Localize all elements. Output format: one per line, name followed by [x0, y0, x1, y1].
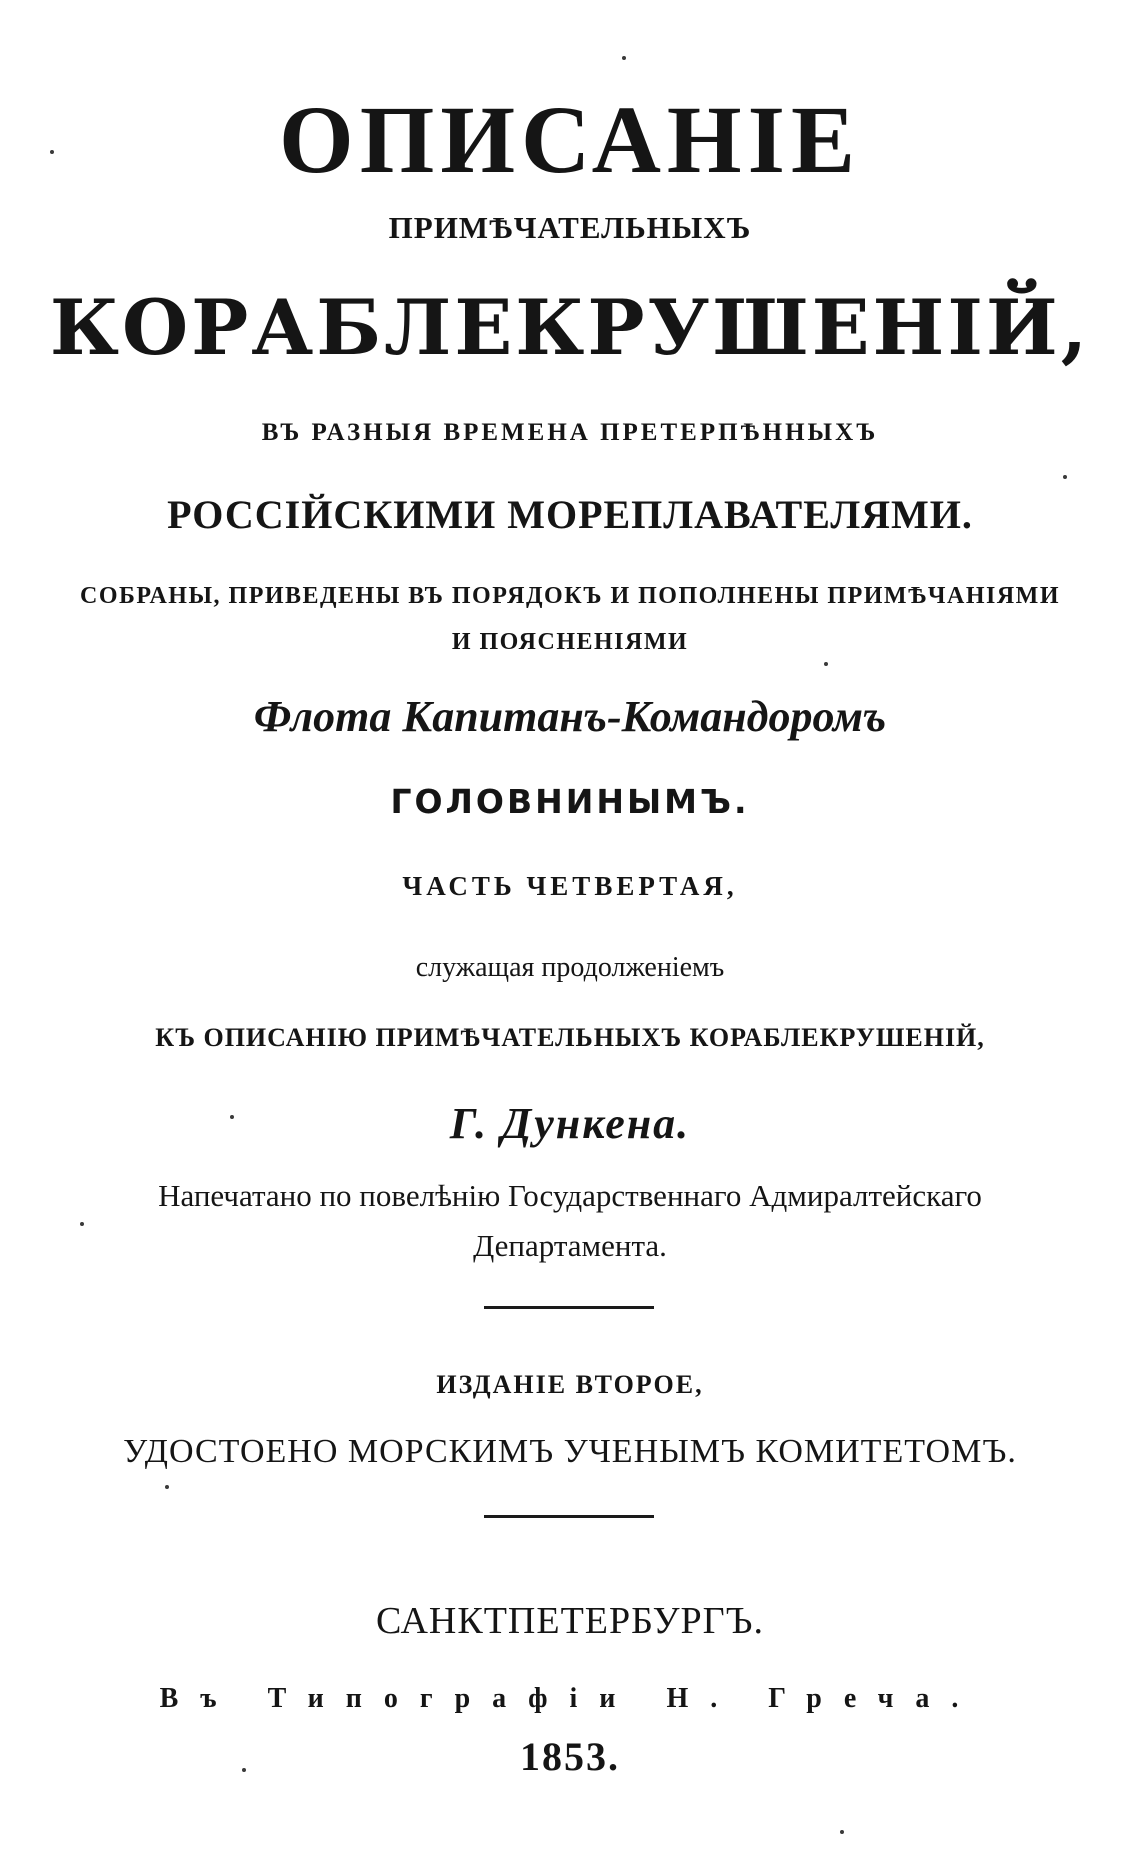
imprint-year: 1853. — [520, 1734, 620, 1779]
part-label: ЧАСТЬ ЧЕТВЕРТАЯ, — [402, 871, 738, 901]
paper-speck — [165, 1485, 169, 1489]
paper-speck — [824, 662, 828, 666]
continuation-note: служащая продолженіемъ — [415, 952, 725, 983]
approval-note: УДОСТОЕНО МОРСКИМЪ УЧЕНЫМЪ КОМИТЕТОМЪ. — [123, 1433, 1017, 1470]
author-rank: Флота Капитанъ-Командоромъ — [253, 692, 887, 741]
divider-rule — [484, 1306, 654, 1309]
paper-speck — [242, 1768, 246, 1772]
title-clause: ВЪ РАЗНЫЯ ВРЕМЕНА ПРЕТЕРПѢННЫХЪ — [261, 419, 879, 446]
title-adjective: ПРИМѢЧАТЕЛЬНЫХЪ — [388, 210, 752, 245]
paper-speck — [622, 56, 626, 60]
compiled-note-line-2: И ПОЯСНЕНІЯМИ — [451, 629, 689, 655]
title-subject: КОРАБЛЕКРУШЕНІЙ, — [49, 283, 1091, 372]
divider-rule — [484, 1515, 654, 1518]
paper-speck — [840, 1830, 844, 1834]
title-navigators: РОССІЙСКИМИ МОРЕПЛАВАТЕЛЯМИ. — [167, 492, 973, 537]
printing-order-line-2: Департамента. — [473, 1228, 667, 1263]
printing-order-line-1: Напечатано по повелѣнію Государственнаго Адмиралтейскаго — [158, 1178, 982, 1213]
paper-speck — [230, 1115, 234, 1119]
imprint-printer: Въ Типографіи Н. Греча. — [159, 1683, 981, 1714]
continuation-title: КЪ ОПИСАНІЮ ПРИМѢЧАТЕЛЬНЫХЪ КОРАБЛЕКРУШЕНІЙ, — [155, 1023, 985, 1052]
paper-speck — [50, 150, 54, 154]
author-name: ГОЛОВНИНЫМЪ. — [390, 782, 750, 821]
main-title: ОПИСАНІЕ — [279, 86, 861, 193]
paper-speck — [1063, 475, 1067, 479]
compiled-note-line-1: СОБРАНЫ, ПРИВЕДЕНЫ ВЪ ПОРЯДОКЪ И ПОПОЛНЕНЫ ПРИМѢЧАНІЯМИ — [80, 583, 1060, 609]
paper-speck — [80, 1222, 84, 1226]
edition-label: ИЗДАНІЕ ВТОРОЕ, — [436, 1370, 704, 1399]
original-author: Г. Дункена. — [449, 1099, 691, 1148]
imprint-city: САНКТПЕТЕРБУРГЪ. — [376, 1600, 764, 1642]
